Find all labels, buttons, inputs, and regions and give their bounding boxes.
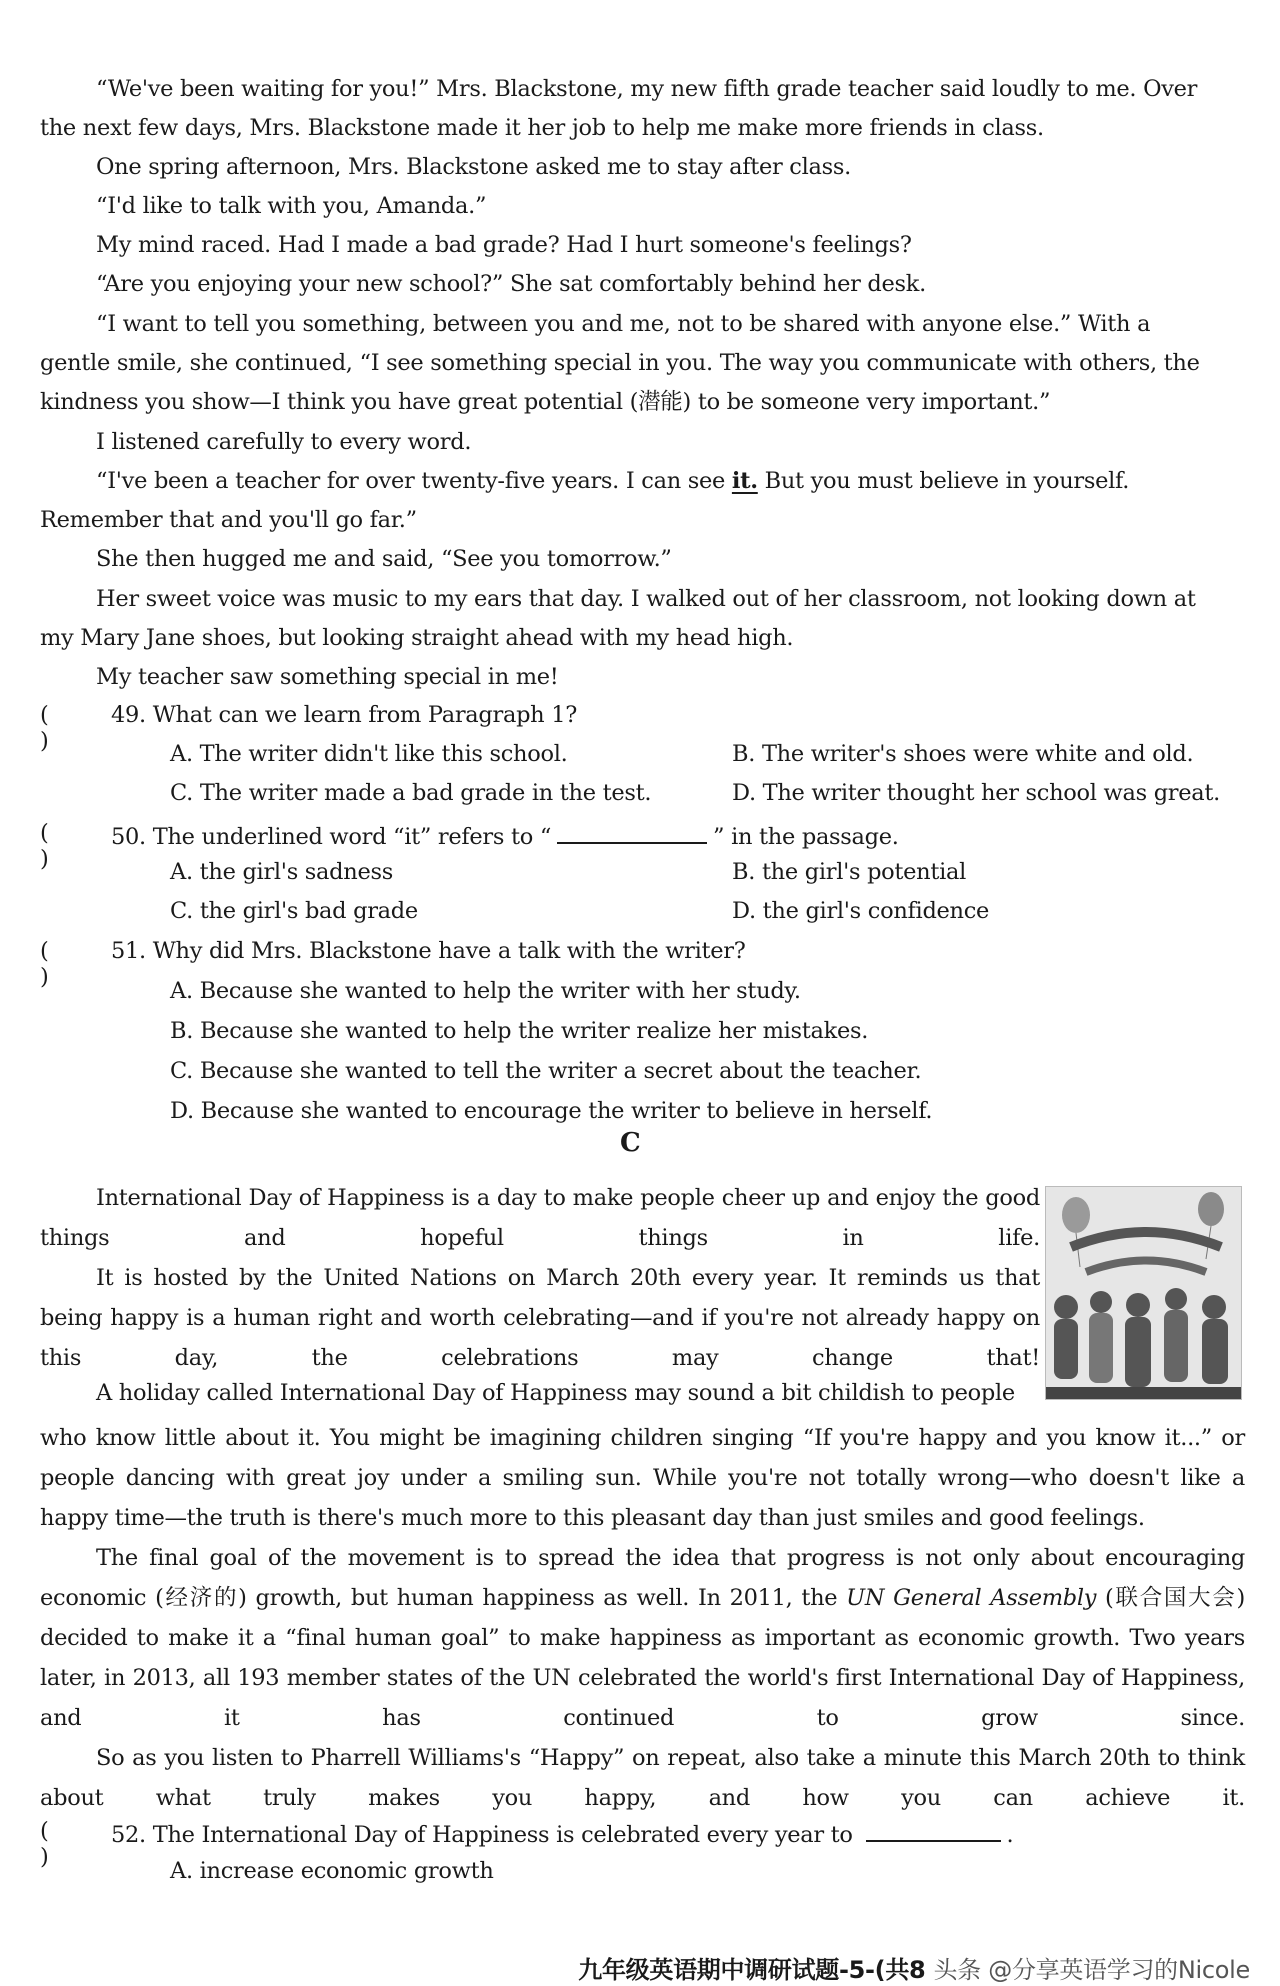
passage-paragraph: who know little about it. You might be imagining children singing “If you're happy and you know it...” or people dancing with great joy under a smiling sun. While you're not totally wrong—who doesn't like a happy time—the truth is there's much more to this pleasant day than just smiles and good feelings. [40,1425,1245,1531]
answer-bracket[interactable]: ( ) [40,1818,49,1870]
option-b: B. the girl's potential [732,859,967,885]
passage-line: “We've been waiting for you!” Mrs. Blackstone, my new fifth grade teacher said loudly to me. Over [96,76,1198,102]
option-b: B. The writer's shoes were white and old. [732,741,1194,767]
watermark: 头条 @分享英语学习的Nicole [933,1956,1250,1984]
passage-line: My mind raced. Had I made a bad grade? Had I hurt someone's feelings? [96,232,912,258]
option-a: A. increase economic growth [170,1858,494,1884]
passage-paragraph-start: A holiday called International Day of Happiness may sound a bit childish to people [96,1380,1015,1406]
question-stem: 50. The underlined word “it” refers to “ ” in the passage. [111,820,899,850]
passage-line: Her sweet voice was music to my ears that day. I walked out of her classroom, not looking down at [96,586,1196,612]
passage-paragraph: The final goal of the movement is to spread the idea that progress is not only about encouraging economic (经济的) growth, but human happiness as well. In 2011, the UN General Assembly (联合国大会) decided to make it a “final human goal” to make happiness as important as economic growth. Two years later, in 2013, all 193 member states of the UN celebrated the world's first International Day of Happiness, and it has continued to grow since. [40,1545,1245,1731]
page-footer: 九年级英语期中调研试题-5-(共8 头条 @分享英语学习的Nicole [578,1956,1250,1984]
passage-paragraph: International Day of Happiness is a day to make people cheer up and enjoy the good things and hopeful things in life. [40,1185,1040,1251]
option-a: A. the girl's sadness [170,859,393,885]
option-b: B. Because she wanted to help the writer realize her mistakes. [170,1018,869,1044]
option-a: A. The writer didn't like this school. [170,741,568,767]
question-stem: 51. Why did Mrs. Blackstone have a talk with the writer? [111,938,746,964]
option-d: D. Because she wanted to encourage the writer to believe in herself. [170,1098,933,1124]
answer-bracket[interactable]: ( ) [40,702,49,754]
passage-line: I listened carefully to every word. [96,429,472,455]
passage-line: my Mary Jane shoes, but looking straight ahead with my head high. [40,625,794,651]
passage-line: kindness you show—I think you have great potential (潜能) to be someone very important.” [40,389,1051,415]
answer-blank[interactable] [557,820,707,844]
passage-line: One spring afternoon, Mrs. Blackstone asked me to stay after class. [96,154,851,180]
option-d: D. The writer thought her school was great. [732,780,1220,806]
question-stem: 52. The International Day of Happiness is celebrated every year to . [111,1818,1013,1848]
answer-bracket[interactable]: ( ) [40,820,49,872]
passage-line: “I'd like to talk with you, Amanda.” [96,193,487,219]
passage-paragraph: So as you listen to Pharrell Williams's “Happy” on repeat, also take a minute this March 20th to think about what truly makes you happy, and how you can achieve it. [40,1745,1245,1811]
passage-line: “Are you enjoying your new school?” She sat comfortably behind her desk. [96,271,926,297]
answer-bracket[interactable]: ( ) [40,938,49,990]
passage-line: My teacher saw something special in me! [96,664,559,690]
italic-term: UN General Assembly [846,1585,1097,1611]
question-stem: 49. What can we learn from Paragraph 1? [111,702,577,728]
passage-line: gentle smile, she continued, “I see something special in you. The way you communicate with others, the [40,350,1200,376]
section-label-c: C [620,1128,641,1158]
passage-line: She then hugged me and said, “See you tomorrow.” [96,546,672,572]
option-c: C. the girl's bad grade [170,898,418,924]
option-c: C. Because she wanted to tell the writer a secret about the teacher. [170,1058,922,1084]
option-d: D. the girl's confidence [732,898,990,924]
passage-line: the next few days, Mrs. Blackstone made it her job to help me make more friends in class. [40,115,1044,141]
answer-blank[interactable] [866,1818,1001,1842]
passage-line-with-underlined-it: “I've been a teacher for over twenty-five years. I can see it. But you must believe in yourself. [96,468,1130,494]
passage-line: Remember that and you'll go far.” [40,507,417,533]
passage-line: “I want to tell you something, between you and me, not to be shared with anyone else.” With a [96,311,1151,337]
passage-paragraph: It is hosted by the United Nations on March 20th every year. It reminds us that being happy is a human right and worth celebrating—and if you're not already happy on this day, the celebrations may change that! [40,1265,1040,1371]
underlined-word-it: it. [731,468,758,494]
party-crowd-illustration [1046,1187,1241,1399]
option-a: A. Because she wanted to help the writer with her study. [170,978,801,1004]
celebration-image [1045,1186,1242,1400]
option-c: C. The writer made a bad grade in the test. [170,780,652,806]
